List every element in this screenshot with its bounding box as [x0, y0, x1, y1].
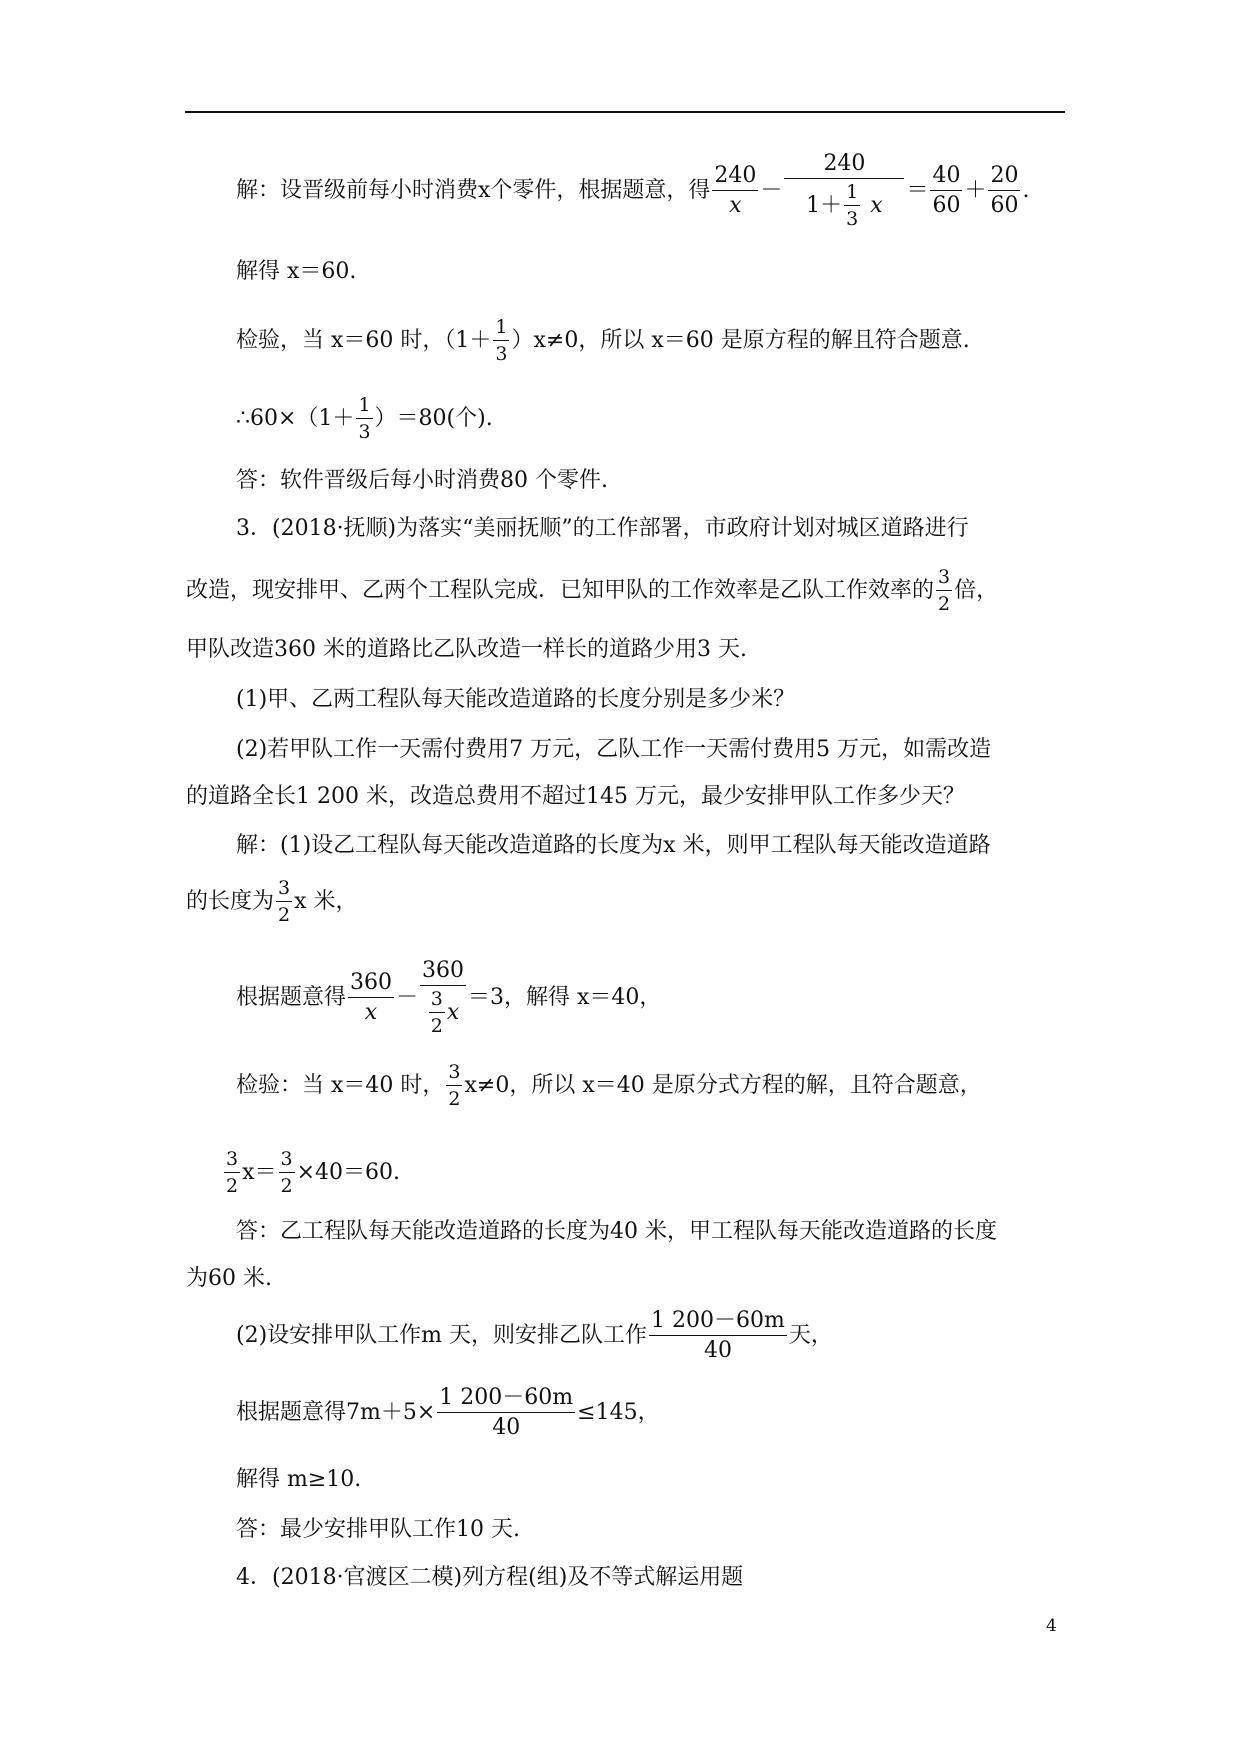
solution-1-answer-cont: 为60 米.	[186, 1266, 272, 1291]
solution-intro: 解：设晋级前每小时消费x个零件，根据题意，得	[236, 178, 711, 203]
question-3-sub-1: (1)甲、乙两工程队每天能改造道路的长度分别是多少米？	[236, 687, 796, 712]
solution-2-answer: 答：最少安排甲队工作10 天.	[236, 1517, 520, 1542]
fraction-three-halves: $\frac{3}{2}$	[226, 1148, 239, 1197]
fraction-three-halves: $\frac{3}{2}$	[938, 566, 951, 615]
solve-result-line: 解得 x＝60.	[236, 259, 357, 284]
check-line: 检验，当 x＝60 时，（1＋ $\frac{1}{3}$ ）x≠0，所以 x＝60 是原方程的解且符合题意.	[236, 316, 970, 365]
solution-equation-line: 解：设晋级前每小时消费x个零件，根据题意，得 $\frac{240}{x}$ － 240 1＋ $\frac{1}{3}$ x ＝ $\frac{40}{60}$ ＋ $\frac{20}{60}$ .	[236, 151, 1030, 230]
solution-2-inequality: 根据题意得7m＋5× $\frac{1 200-60m}{40}$ ≤145，	[236, 1385, 660, 1440]
answer-line: 答：软件晋级后每小时消费80 个零件.	[236, 468, 608, 493]
solution-1-equation: 根据题意得 $\frac{360}{x}$ － 360 $\frac{3}{2}$ x ＝3，解得 x＝40，	[236, 958, 662, 1037]
fraction-one-third: $\frac{1}{3}$	[358, 394, 371, 443]
solution-1-compute: $\frac{3}{2}$ x＝ $\frac{3}{2}$ ×40＝60.	[226, 1148, 401, 1197]
fraction-240-over-x: $\frac{240}{x}$	[714, 163, 757, 218]
fraction-40-over-60: $\frac{40}{60}$	[932, 163, 961, 218]
solution-2-setup: (2)设安排甲队工作m 天，则安排乙队工作 $\frac{1 200-60m}{40}$ 天，	[236, 1308, 833, 1363]
fraction-three-halves: $\frac{3}{2}$	[278, 877, 291, 926]
therefore-line: ∴60×（1＋ $\frac{1}{3}$ ）＝80(个).	[236, 394, 493, 443]
fraction-360-over-x: $\frac{360}{x}$	[350, 970, 393, 1025]
question-3-sub-2a: (2)若甲队工作一天需付费用7 万元，乙队工作一天需付费用5 万元，如需改造	[236, 737, 992, 762]
question-3-line-2: 改造，现安排甲、乙两个工程队完成．已知甲队的工作效率是乙队工作效率的 $\frac{3}{2}$ 倍，	[186, 566, 999, 615]
fraction-1200-minus-60m-over-40: $\frac{1 200-60m}{40}$	[651, 1308, 785, 1363]
fraction-one-third: $\frac{1}{3}$	[846, 181, 859, 230]
fraction-20-over-60: $\frac{20}{60}$	[990, 163, 1019, 218]
fraction-one-third: $\frac{1}{3}$	[495, 316, 508, 365]
solution-2-result: 解得 m≥10.	[236, 1467, 362, 1492]
question-4-line: 4．(2018·官渡区二模)列方程(组)及不等式解运用题	[236, 1565, 744, 1590]
solution-1-check: 检验：当 x＝40 时， $\frac{3}{2}$ x≠0，所以 x＝40 是原分式方程的解，且符合题意，	[236, 1061, 982, 1110]
solution-1-answer: 答：乙工程队每天能改造道路的长度为40 米，甲工程队每天能改造道路的长度	[236, 1219, 997, 1244]
question-3-line-1: 3．(2018·抚顺)为落实“美丽抚顺”的工作部署，市政府计划对城区道路进行	[236, 516, 969, 541]
page-number: 4	[1046, 1616, 1057, 1636]
fraction-240-over-one-third: 240 1＋ $\frac{1}{3}$ x	[784, 153, 904, 229]
fraction-360-over-three-halves-x: 360 $\frac{3}{2}$ x	[422, 958, 465, 1037]
question-3-line-3: 甲队改造360 米的道路比乙队改造一样长的道路少用3 天.	[186, 637, 747, 662]
question-3-sub-2b: 的道路全长1 200 米，改造总费用不超过145 万元，最少安排甲队工作多少天？	[186, 784, 965, 809]
header-rule	[185, 111, 1065, 113]
solution-1-line-1: 解：(1)设乙工程队每天能改造道路的长度为x 米，则甲工程队每天能改造道路	[236, 833, 991, 858]
fraction-three-halves: $\frac{3}{2}$	[280, 1148, 293, 1197]
fraction-1200-minus-60m-over-40: $\frac{1 200-60m}{40}$	[439, 1385, 574, 1440]
fraction-three-halves: $\frac{3}{2}$	[448, 1061, 461, 1110]
solution-1-line-2: 的长度为 $\frac{3}{2}$ x 米，	[186, 877, 358, 926]
fraction-three-halves: $\frac{3}{2}$	[430, 988, 443, 1037]
